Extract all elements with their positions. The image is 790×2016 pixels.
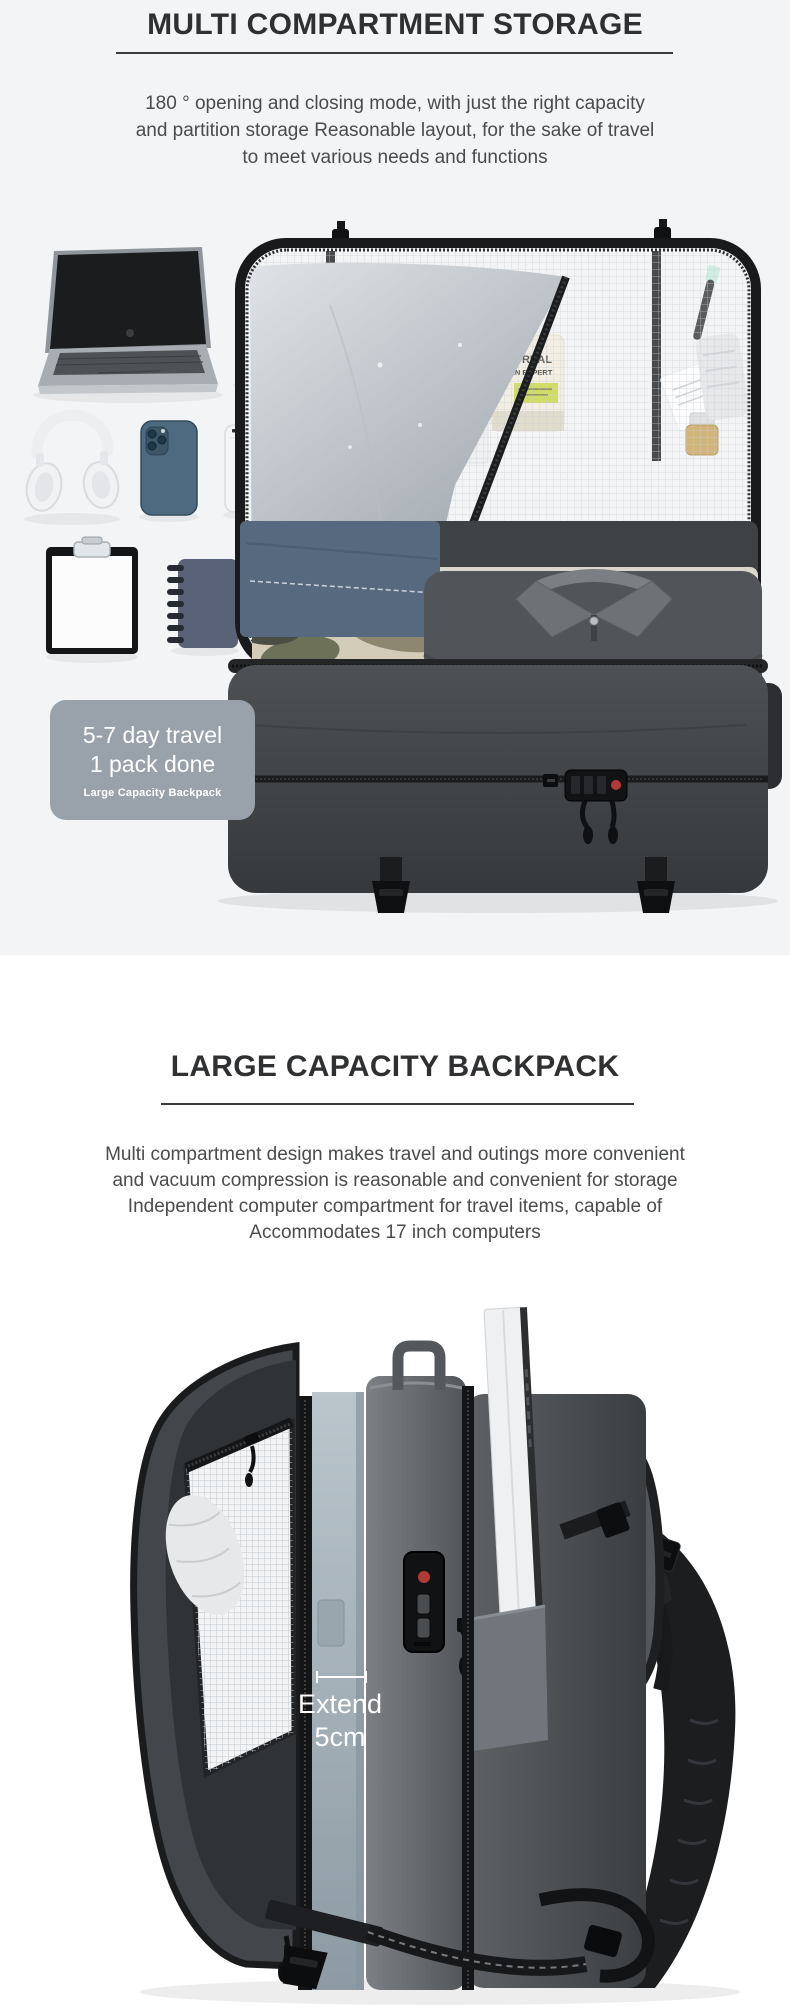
smartphone-icon	[139, 421, 199, 522]
section2-description	[0, 1142, 790, 1246]
section1-description-line1: 180 ° opening and closing mode, with just the right capacity	[145, 93, 645, 114]
extend-annotation	[240, 1688, 440, 1754]
folded-jeans-block	[240, 521, 440, 637]
packed-backpack-photo	[0, 185, 790, 935]
extend-measure-line	[316, 1671, 367, 1683]
clipboard-icon	[46, 537, 138, 663]
section1-title-underline	[116, 52, 673, 54]
badge-line2: 1 pack done	[89, 751, 216, 777]
tsa-lock	[404, 1552, 444, 1652]
badge-line1: 5-7 day travel	[82, 722, 223, 748]
section2-description-line2: and vacuum compression is reasonable and convenient for storage	[112, 1170, 678, 1191]
section1-description-line2: and partition storage Reasonable layout, for the sake of travel	[135, 120, 655, 141]
open-backpack-photo	[218, 219, 782, 913]
laptop-icon	[33, 247, 223, 403]
headphones-icon	[22, 415, 121, 525]
spiral-notebook-icon	[167, 559, 239, 656]
backpack-base	[228, 659, 782, 913]
section2-title: LARGE CAPACITY BACKPACK	[170, 1050, 620, 1083]
section1-title: MULTI COMPARTMENT STORAGE	[147, 8, 643, 41]
extend-annotation-line1: Extend	[297, 1689, 383, 1719]
travel-badge	[50, 700, 255, 820]
tsa-lock	[565, 770, 627, 801]
badge-line3: Large Capacity Backpack	[83, 787, 222, 799]
usb-port	[543, 774, 558, 787]
section1-description	[0, 90, 790, 171]
section2-title-underline	[161, 1103, 634, 1105]
section2-description-line3: Independent computer compartment for travel items, capable of	[127, 1196, 663, 1217]
backpack-side-photo	[0, 1300, 790, 2016]
front-flap	[134, 1346, 296, 1982]
laptop-divider	[466, 1606, 548, 1752]
section2-description-line1: Multi compartment design makes travel and outings more convenient	[105, 1144, 685, 1165]
front-compartment	[366, 1346, 469, 1990]
section2-description-line4: Accommodates 17 inch computers	[249, 1222, 541, 1243]
section1-description-line3: to meet various needs and functions	[242, 147, 548, 168]
extend-annotation-line2: 5cm	[314, 1722, 366, 1752]
